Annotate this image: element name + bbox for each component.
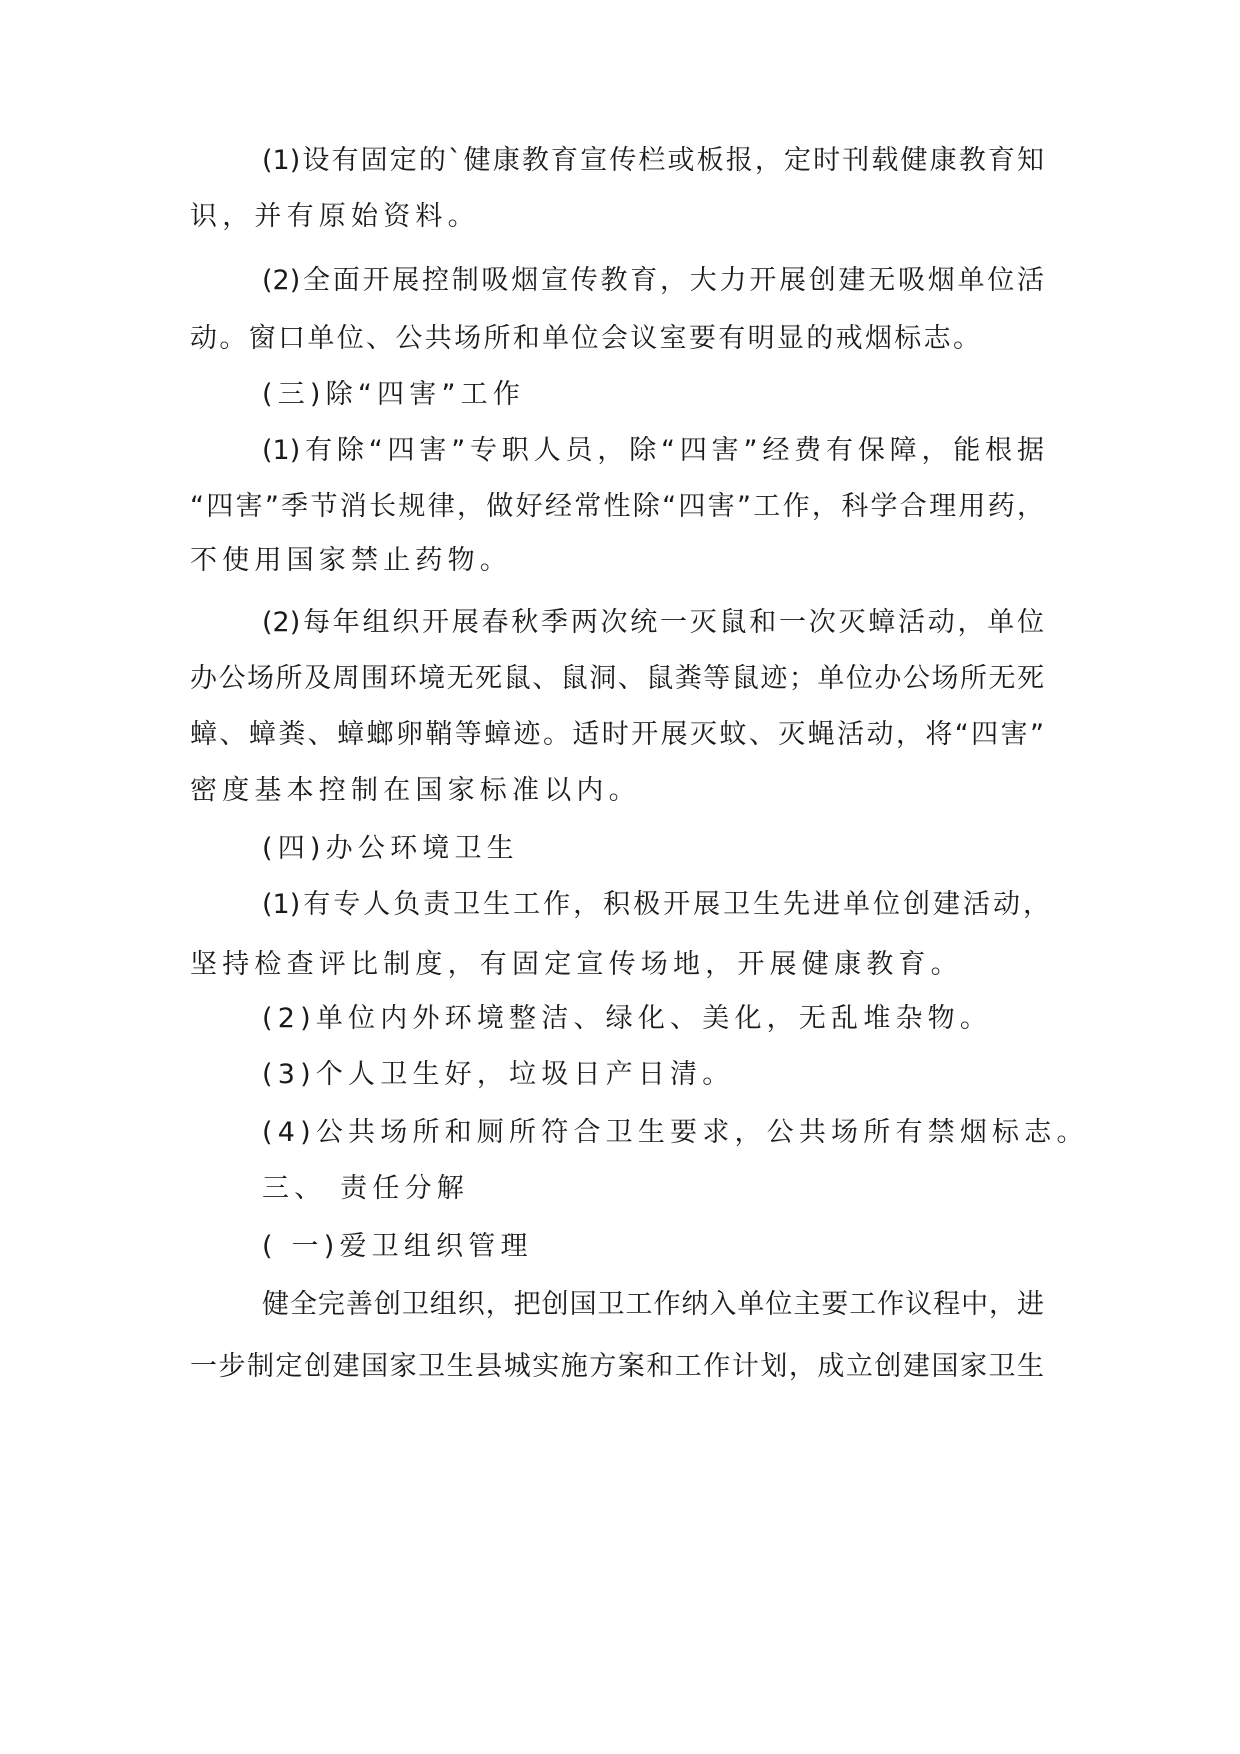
paragraph-line: 识，并有原始资料。 bbox=[190, 201, 480, 232]
paragraph-line: (4)公共场所和厕所符合卫生要求，公共场所有禁烟标志。 bbox=[262, 1117, 1089, 1148]
section-heading: (三)除“四害”工作 bbox=[262, 379, 526, 410]
paragraph-line: 蟑、蟑粪、蟑螂卵鞘等蟑迹。适时开展灭蚊、灭蝇活动，将“四害” bbox=[190, 719, 1044, 750]
paragraph-line: (1)有专人负责卫生工作，积极开展卫生先进单位创建活动， bbox=[262, 889, 1050, 920]
paragraph-line: “四害”季节消长规律，做好经常性除“四害”工作，科学合理用药， bbox=[190, 491, 1044, 522]
paragraph-line: 不使用国家禁止药物。 bbox=[190, 545, 512, 576]
paragraph-line: 一步制定创建国家卫生县城实施方案和工作计划，成立创建国家卫生 bbox=[190, 1351, 1044, 1382]
paragraph-line: 健全完善创卫组织，把创国卫工作纳入单位主要工作议程中，进 bbox=[262, 1289, 1044, 1320]
paragraph-line: (1)设有固定的`健康教育宣传栏或板报，定时刊载健康教育知 bbox=[262, 145, 1044, 176]
paragraph-line: 坚持检查评比制度，有固定宣传场地，开展健康教育。 bbox=[190, 949, 963, 980]
paragraph-line: (2)单位内外环境整洁、绿化、美化，无乱堆杂物。 bbox=[262, 1003, 993, 1034]
paragraph-line: (2)全面开展控制吸烟宣传教育，大力开展创建无吸烟单位活 bbox=[262, 265, 1044, 296]
paragraph-line: 动。窗口单位、公共场所和单位会议室要有明显的戒烟标志。 bbox=[190, 323, 980, 354]
paragraph-line: (2)每年组织开展春秋季两次统一灭鼠和一次灭蟑活动，单位 bbox=[262, 607, 1044, 638]
section-heading: (四)办公环境卫生 bbox=[262, 833, 519, 864]
paragraph-line: 密度基本控制在国家标准以内。 bbox=[190, 775, 641, 806]
paragraph-line: (3)个人卫生好，垃圾日产日清。 bbox=[262, 1059, 735, 1090]
section-heading: 三、 责任分解 bbox=[262, 1173, 469, 1204]
section-heading: ( 一)爱卫组织管理 bbox=[262, 1231, 533, 1262]
paragraph-line: (1)有除“四害”专职人员，除“四害”经费有保障，能根据 bbox=[262, 435, 1044, 466]
paragraph-line: 办公场所及周围环境无死鼠、鼠洞、鼠粪等鼠迹；单位办公场所无死 bbox=[190, 663, 1044, 694]
